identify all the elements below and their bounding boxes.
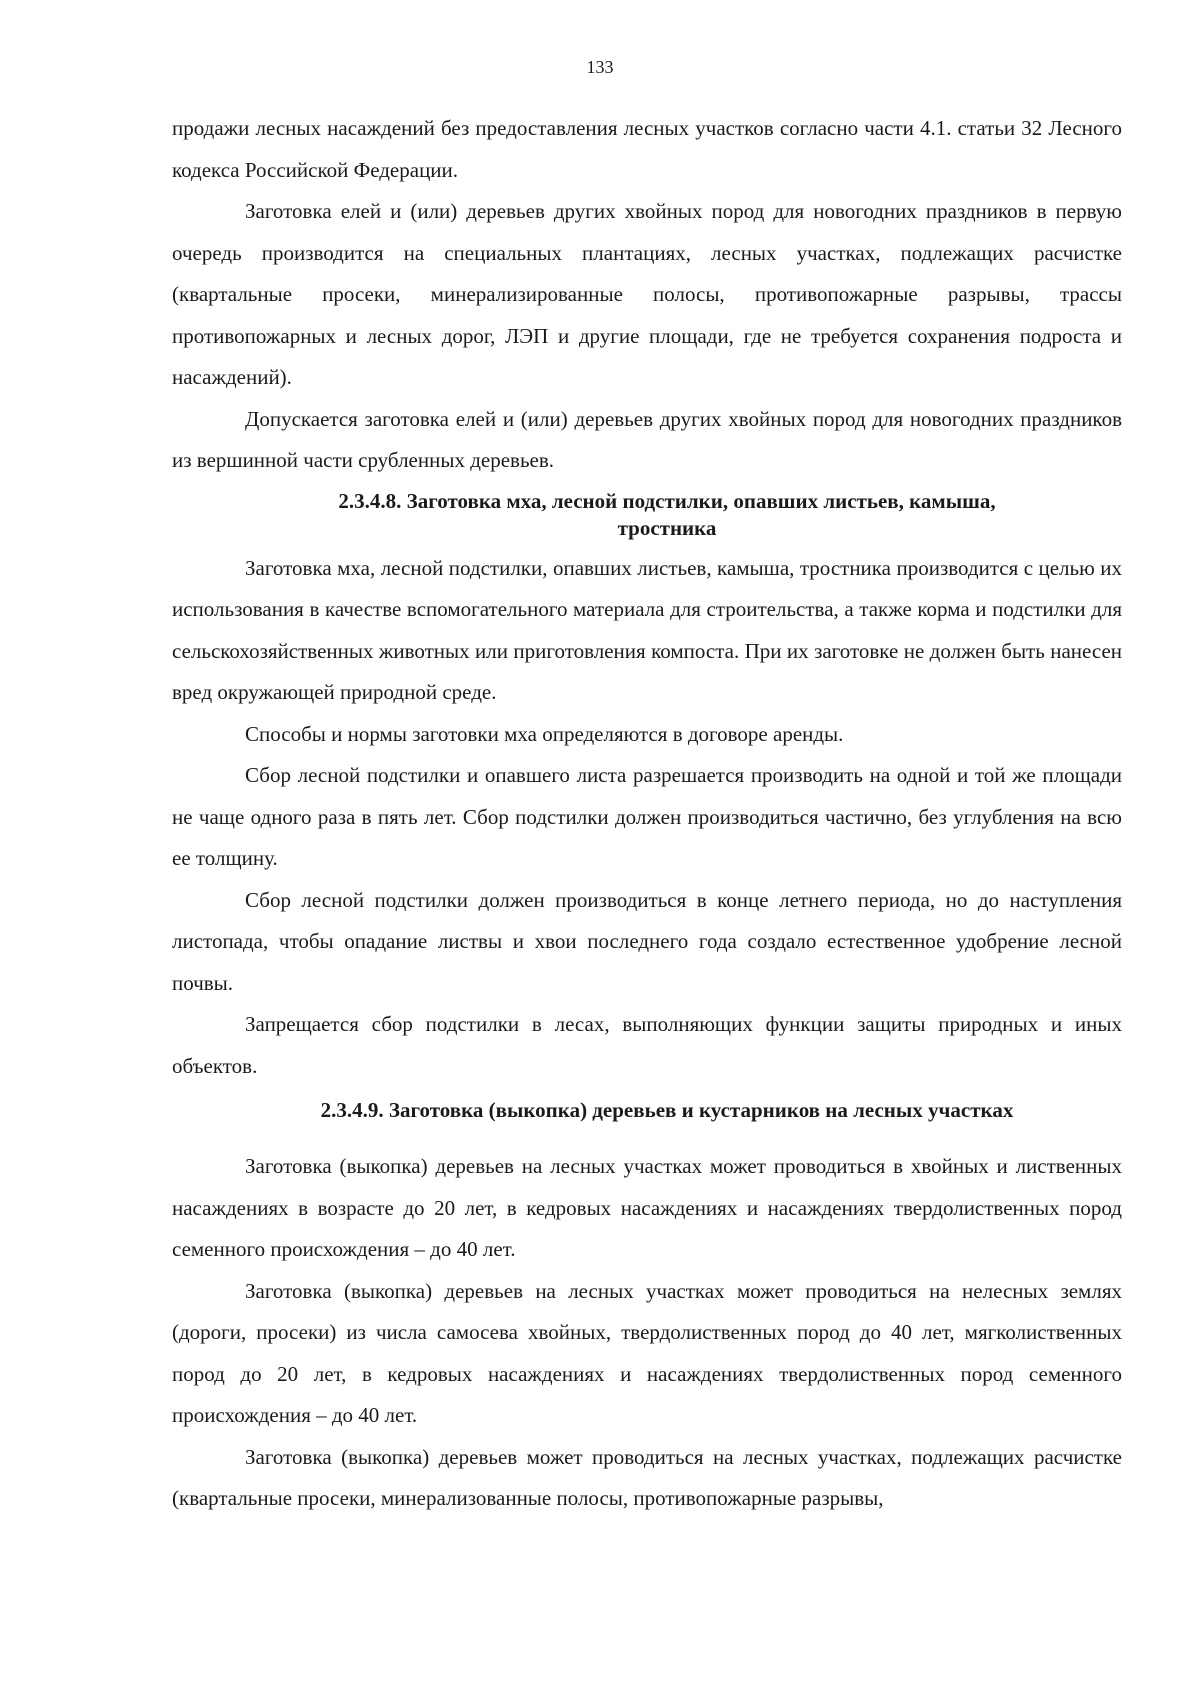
- section-heading-line: тростника: [617, 515, 717, 540]
- paragraph: Способы и нормы заготовки мха определяются в договоре аренды.: [245, 721, 844, 746]
- paragraph: Заготовка (выкопка) деревьев на лесных участках может проводиться на нелесных землях (дороги, просеки) из числа самосева хвойных, твердолиственных пород до 40 лет, мягколиственных пород до 20 лет, в кедровых насаждениях и насаждениях твердолиственных пород семенного происхождения – до 40 лет.: [172, 1278, 1122, 1427]
- paragraph: Заготовка (выкопка) деревьев на лесных участках может проводиться в хвойных и лиственных насаждениях в возрасте до 20 лет, в кедровых насаждениях и насаждениях твердолиственных пород семенного происхождения – до 40 лет.: [172, 1154, 1122, 1261]
- section-heading-2-3-4-9: 2.3.4.9. Заготовка (выкопка) деревьев и кустарников на лесных участках: [320, 1098, 1014, 1122]
- paragraph: Допускается заготовка елей и (или) деревьев других хвойных пород для новогодних праздников из вершинной части срубленных деревьев.: [172, 406, 1122, 472]
- section-heading-2-3-4-8: [172, 488, 1122, 542]
- page-number: 133: [586, 57, 614, 77]
- page-content: [172, 108, 1122, 1520]
- paragraph: продажи лесных насаждений без предоставления лесных участков согласно части 4.1. статьи 32 Лесного кодекса Российской Федерации.: [172, 116, 1122, 182]
- paragraph: Запрещается сбор подстилки в лесах, выполняющих функции защиты природных и иных объектов.: [172, 1012, 1122, 1078]
- paragraph: Сбор лесной подстилки должен производиться в конце летнего периода, но до наступления листопада, чтобы опадание листвы и хвои последнего года создало естественное удобрение лесной почвы.: [172, 887, 1122, 995]
- section-heading-line: 2.3.4.8. Заготовка мха, лесной подстилки, опавших листьев, камыша,: [338, 488, 996, 513]
- paragraph: Заготовка мха, лесной подстилки, опавших листьев, камыша, тростника производится с целью их использования в качестве вспомогательного материала для строительства, а также корма и подстилки для сельскохозяйственных животных или приготовления компоста. При их заготовке не должен быть нанесен вред окружающей природной среде.: [172, 555, 1122, 704]
- paragraph: Заготовка елей и (или) деревьев других хвойных пород для новогодних праздников в первую очередь производится на специальных плантациях, лесных участках, подлежащих расчистке (квартальные просеки, минерализированные полосы, противопожарные разрывы, трассы противопожарных и лесных дорог, ЛЭП и другие площади, где не требуется сохранения подроста и насаждений).: [172, 199, 1122, 389]
- paragraph: Сбор лесной подстилки и опавшего листа разрешается производить на одной и той же площади не чаще одного раза в пять лет. Сбор подстилки должен производиться частично, без углубления на всю ее толщину.: [172, 763, 1122, 870]
- paragraph: Заготовка (выкопка) деревьев может проводиться на лесных участках, подлежащих расчистке (квартальные просеки, минерализованные полосы, противопожарные разрывы,: [172, 1444, 1122, 1510]
